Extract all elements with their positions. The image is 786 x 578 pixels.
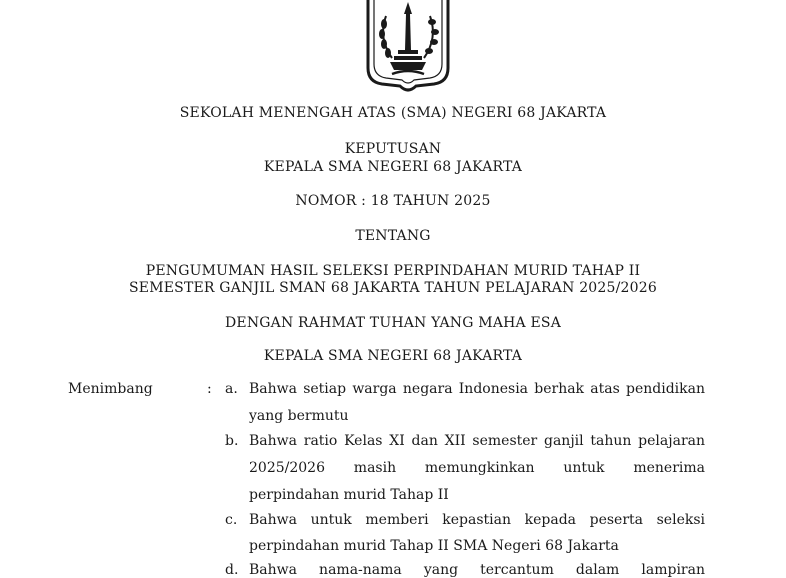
jakarta-emblem-icon <box>364 0 452 94</box>
school-name: SEKOLAH MENENGAH ATAS (SMA) NEGERI 68 JAKARTA <box>179 105 607 121</box>
item-letter: b. <box>225 433 239 449</box>
about-heading: TENTANG <box>355 228 431 244</box>
decree-subtitle: KEPALA SMA NEGERI 68 JAKARTA <box>263 159 523 175</box>
item-letter: d. <box>225 562 239 578</box>
invocation: DENGAN RAHMAT TUHAN YANG MAHA ESA <box>224 315 562 331</box>
item-letter: c. <box>225 512 238 528</box>
considering-label: Menimbang <box>68 381 153 397</box>
item-line: Bahwa ratio Kelas XI dan XII semester ganjil tahun pelajaran <box>249 433 705 449</box>
decree-title: KEPUTUSAN <box>344 141 442 157</box>
item-line: Bahwa nama-nama yang tercantum dalam lampiran <box>249 562 705 578</box>
item-line: perpindahan murid Tahap II <box>249 487 449 503</box>
considering-colon: : <box>207 381 212 397</box>
subject-line-1: PENGUMUMAN HASIL SELEKSI PERPINDAHAN MURID TAHAP II <box>145 263 641 279</box>
decree-number: NOMOR : 18 TAHUN 2025 <box>295 193 491 209</box>
subject-line-2: SEMESTER GANJIL SMAN 68 JAKARTA TAHUN PELAJARAN 2025/2026 <box>129 280 657 296</box>
item-letter: a. <box>225 381 238 397</box>
item-line: Bahwa untuk memberi kepastian kepada peserta seleksi <box>249 512 705 528</box>
item-line: 2025/2026 masih memungkinkan untuk menerima <box>249 460 705 476</box>
item-line: perpindahan murid Tahap II SMA Negeri 68 Jakarta <box>249 538 619 554</box>
item-line: yang bermutu <box>249 408 349 424</box>
authority: KEPALA SMA NEGERI 68 JAKARTA <box>263 348 523 364</box>
item-line: Bahwa setiap warga negara Indonesia berhak atas pendidikan <box>249 381 705 397</box>
